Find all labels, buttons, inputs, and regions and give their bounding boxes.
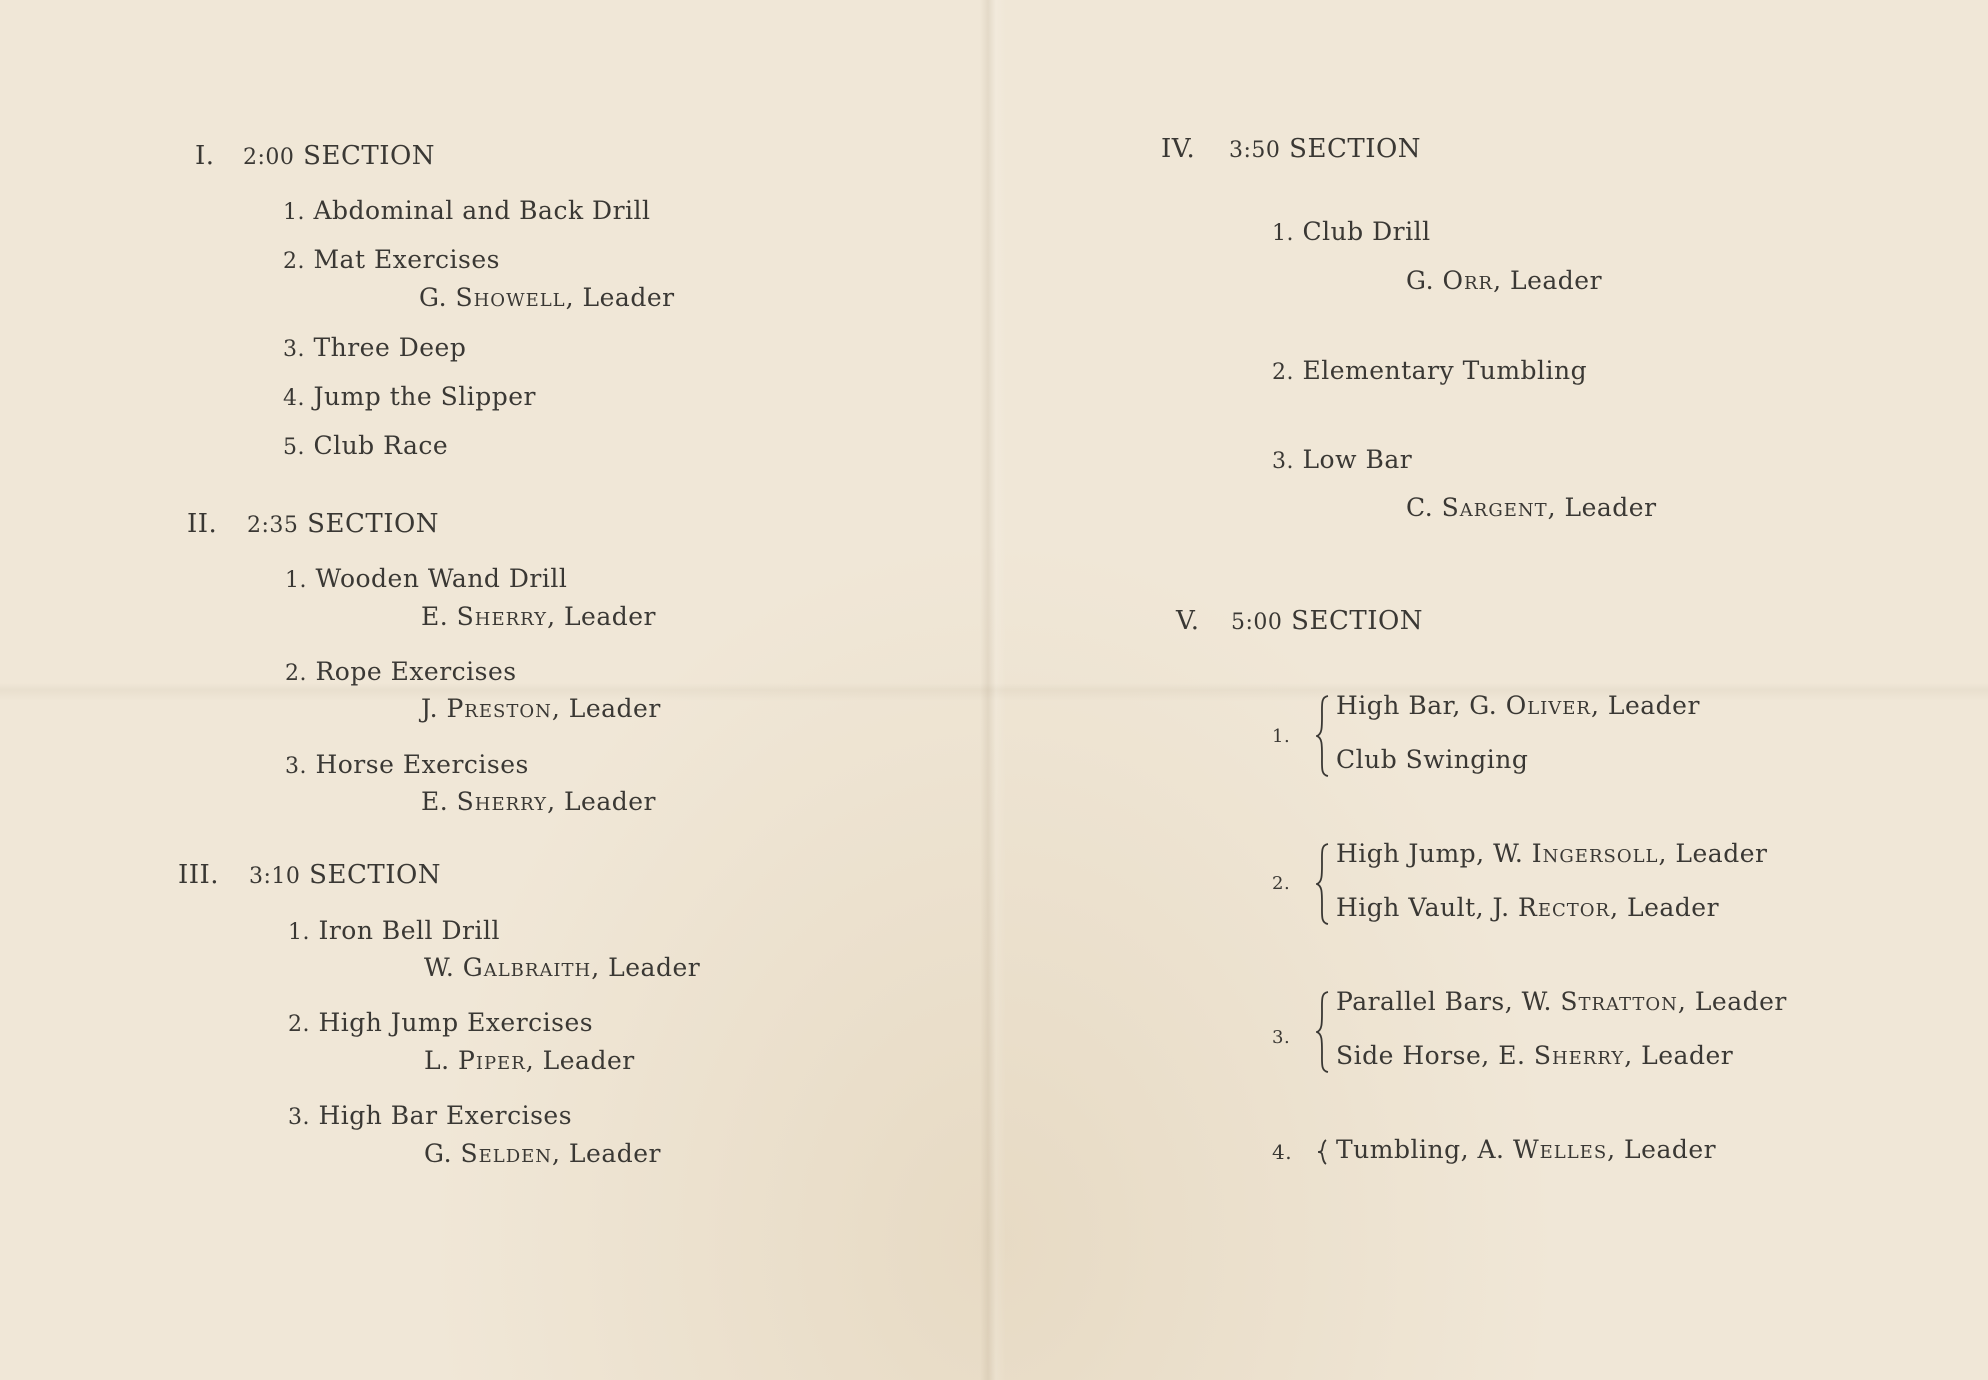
leader-suffix: , Leader [1493,266,1603,295]
item-title: Horse Exercises [315,750,529,779]
item-leader [424,953,700,983]
list-item [283,333,466,365]
leader-initial: E. [421,787,449,816]
section-numeral: III. [178,860,220,890]
section-time: 2:35 [247,513,299,538]
section-numeral: IV. [1161,134,1196,164]
item-number: 1. [288,920,310,945]
leader-suffix: , Leader [565,283,675,312]
section-heading [249,860,441,892]
leader-name: Preston [446,694,552,723]
item-title: Club Race [313,431,449,460]
leader-suffix: , Leader [1547,493,1657,522]
item-leader [1406,266,1602,296]
section-heading [247,509,439,541]
list-item [288,916,500,948]
line-text: High Jump, W. [1336,839,1532,868]
leader-suffix: , Leader [1590,691,1700,720]
item-number: 1. [285,568,307,593]
leader-name: Sherry [456,787,548,816]
item-title: High Jump Exercises [318,1008,594,1037]
section-time: 3:10 [249,864,301,889]
section-label: SECTION [303,141,436,171]
leader-suffix: , Leader [1677,987,1787,1016]
group-line [1336,987,1787,1017]
brace-icon [1316,990,1330,1074]
item-number: 4. [283,386,305,411]
section-label: SECTION [307,509,440,539]
list-item [1272,445,1412,477]
item-number: 3. [283,337,305,362]
section-label: SECTION [309,860,442,890]
leader-suffix: , Leader [547,787,657,816]
group-line [1336,691,1700,721]
leader-suffix: , Leader [552,1139,661,1168]
section-numeral: V. [1176,606,1200,636]
item-title: Low Bar [1302,445,1413,474]
group-line [1336,1135,1716,1165]
leader-initial: E. [421,602,449,631]
section-time: 5:00 [1231,610,1283,635]
section-numeral: I. [195,141,215,171]
list-item [283,382,536,414]
group-line [1336,893,1719,923]
line-text: Tumbling, A. [1336,1135,1513,1164]
leader-initial: L. [424,1046,450,1075]
list-item [283,431,448,463]
leader-initial: G. [424,1139,453,1168]
item-leader [419,283,675,313]
section-heading [1229,134,1421,166]
leader-initial: G. [419,283,448,312]
item-number: 2. [283,249,305,274]
leader-name: Galbraith [462,953,592,982]
leader-initial: W. [424,953,455,982]
brace-icon [1316,694,1330,778]
group-line [1336,1041,1733,1071]
leader-suffix: , Leader [1624,1041,1734,1070]
leader-suffix: , Leader [1610,893,1720,922]
group-number: 3. [1272,1027,1291,1048]
item-leader [424,1139,661,1169]
item-leader [421,602,656,632]
item-number: 3. [288,1105,310,1130]
leader-suffix: , Leader [1607,1135,1717,1164]
line-text: Parallel Bars, W. [1336,987,1561,1016]
item-number: 3. [285,754,307,779]
item-title: Wooden Wand Drill [315,564,568,593]
item-title: Club Drill [1302,217,1431,246]
list-item [1272,356,1587,388]
leader-name: Sherry [1533,1041,1625,1070]
leader-suffix: , Leader [1658,839,1768,868]
item-number: 1. [283,200,305,225]
leader-name: Welles [1512,1135,1608,1164]
list-item [288,1101,572,1133]
list-item [1272,217,1431,249]
item-leader [421,787,656,817]
section-heading [243,141,435,173]
leader-suffix: , Leader [525,1046,635,1075]
leader-name: Showell [455,283,566,312]
section-numeral: II. [187,509,218,539]
line-text: High Bar, G. [1336,691,1506,720]
leader-initial: G. [1406,266,1435,295]
line-text: Side Horse, E. [1336,1041,1534,1070]
item-number: 5. [283,435,305,460]
line-text: Club Swinging [1336,745,1529,774]
leader-suffix: , Leader [591,953,701,982]
section-label: SECTION [1289,134,1422,164]
item-title: Jump the Slipper [313,382,536,411]
leader-initial: J. [421,694,439,723]
leader-name: Ingersoll [1531,839,1659,868]
item-title: Elementary Tumbling [1302,356,1588,385]
group-line [1336,839,1767,869]
section-label: SECTION [1291,606,1424,636]
item-title: Abdominal and Back Drill [313,196,651,225]
item-number: 3. [1272,449,1294,474]
list-item [288,1008,593,1040]
leader-suffix: , Leader [551,694,661,723]
item-number: 1. [1272,221,1294,246]
item-title: Rope Exercises [315,657,517,686]
item-title: Three Deep [313,333,467,362]
leader-name: Orr [1442,266,1494,295]
item-title: Mat Exercises [313,245,500,274]
item-title: High Bar Exercises [318,1101,573,1130]
list-item [285,750,529,782]
item-number: 2. [285,661,307,686]
line-text: High Vault, J. [1336,893,1519,922]
leader-name: Stratton [1560,987,1678,1016]
item-leader [424,1046,635,1076]
leader-name: Selden [460,1139,553,1168]
section-time: 3:50 [1229,138,1281,163]
group-number: 2. [1272,873,1291,894]
section-heading [1231,606,1423,638]
item-leader [1406,493,1657,523]
leader-name: Rector [1518,893,1611,922]
leader-name: Sherry [456,602,548,631]
leader-initial: C. [1406,493,1434,522]
brace-icon [1316,842,1330,926]
leader-name: Oliver [1505,691,1591,720]
group-line [1336,745,1528,775]
list-item [283,196,651,228]
list-item [283,245,500,277]
leader-name: Sargent [1441,493,1548,522]
leader-suffix: , Leader [547,602,657,631]
item-leader [421,694,661,724]
section-time: 2:00 [243,145,295,170]
item-title: Iron Bell Drill [318,916,500,945]
group-number: 1. [1272,726,1291,747]
list-item [285,564,567,596]
item-number: 2. [288,1012,310,1037]
list-item [285,657,517,689]
brace-icon [1316,1138,1330,1166]
leader-name: Piper [458,1046,526,1075]
group-number: 4. [1272,1140,1293,1164]
item-number: 2. [1272,360,1294,385]
